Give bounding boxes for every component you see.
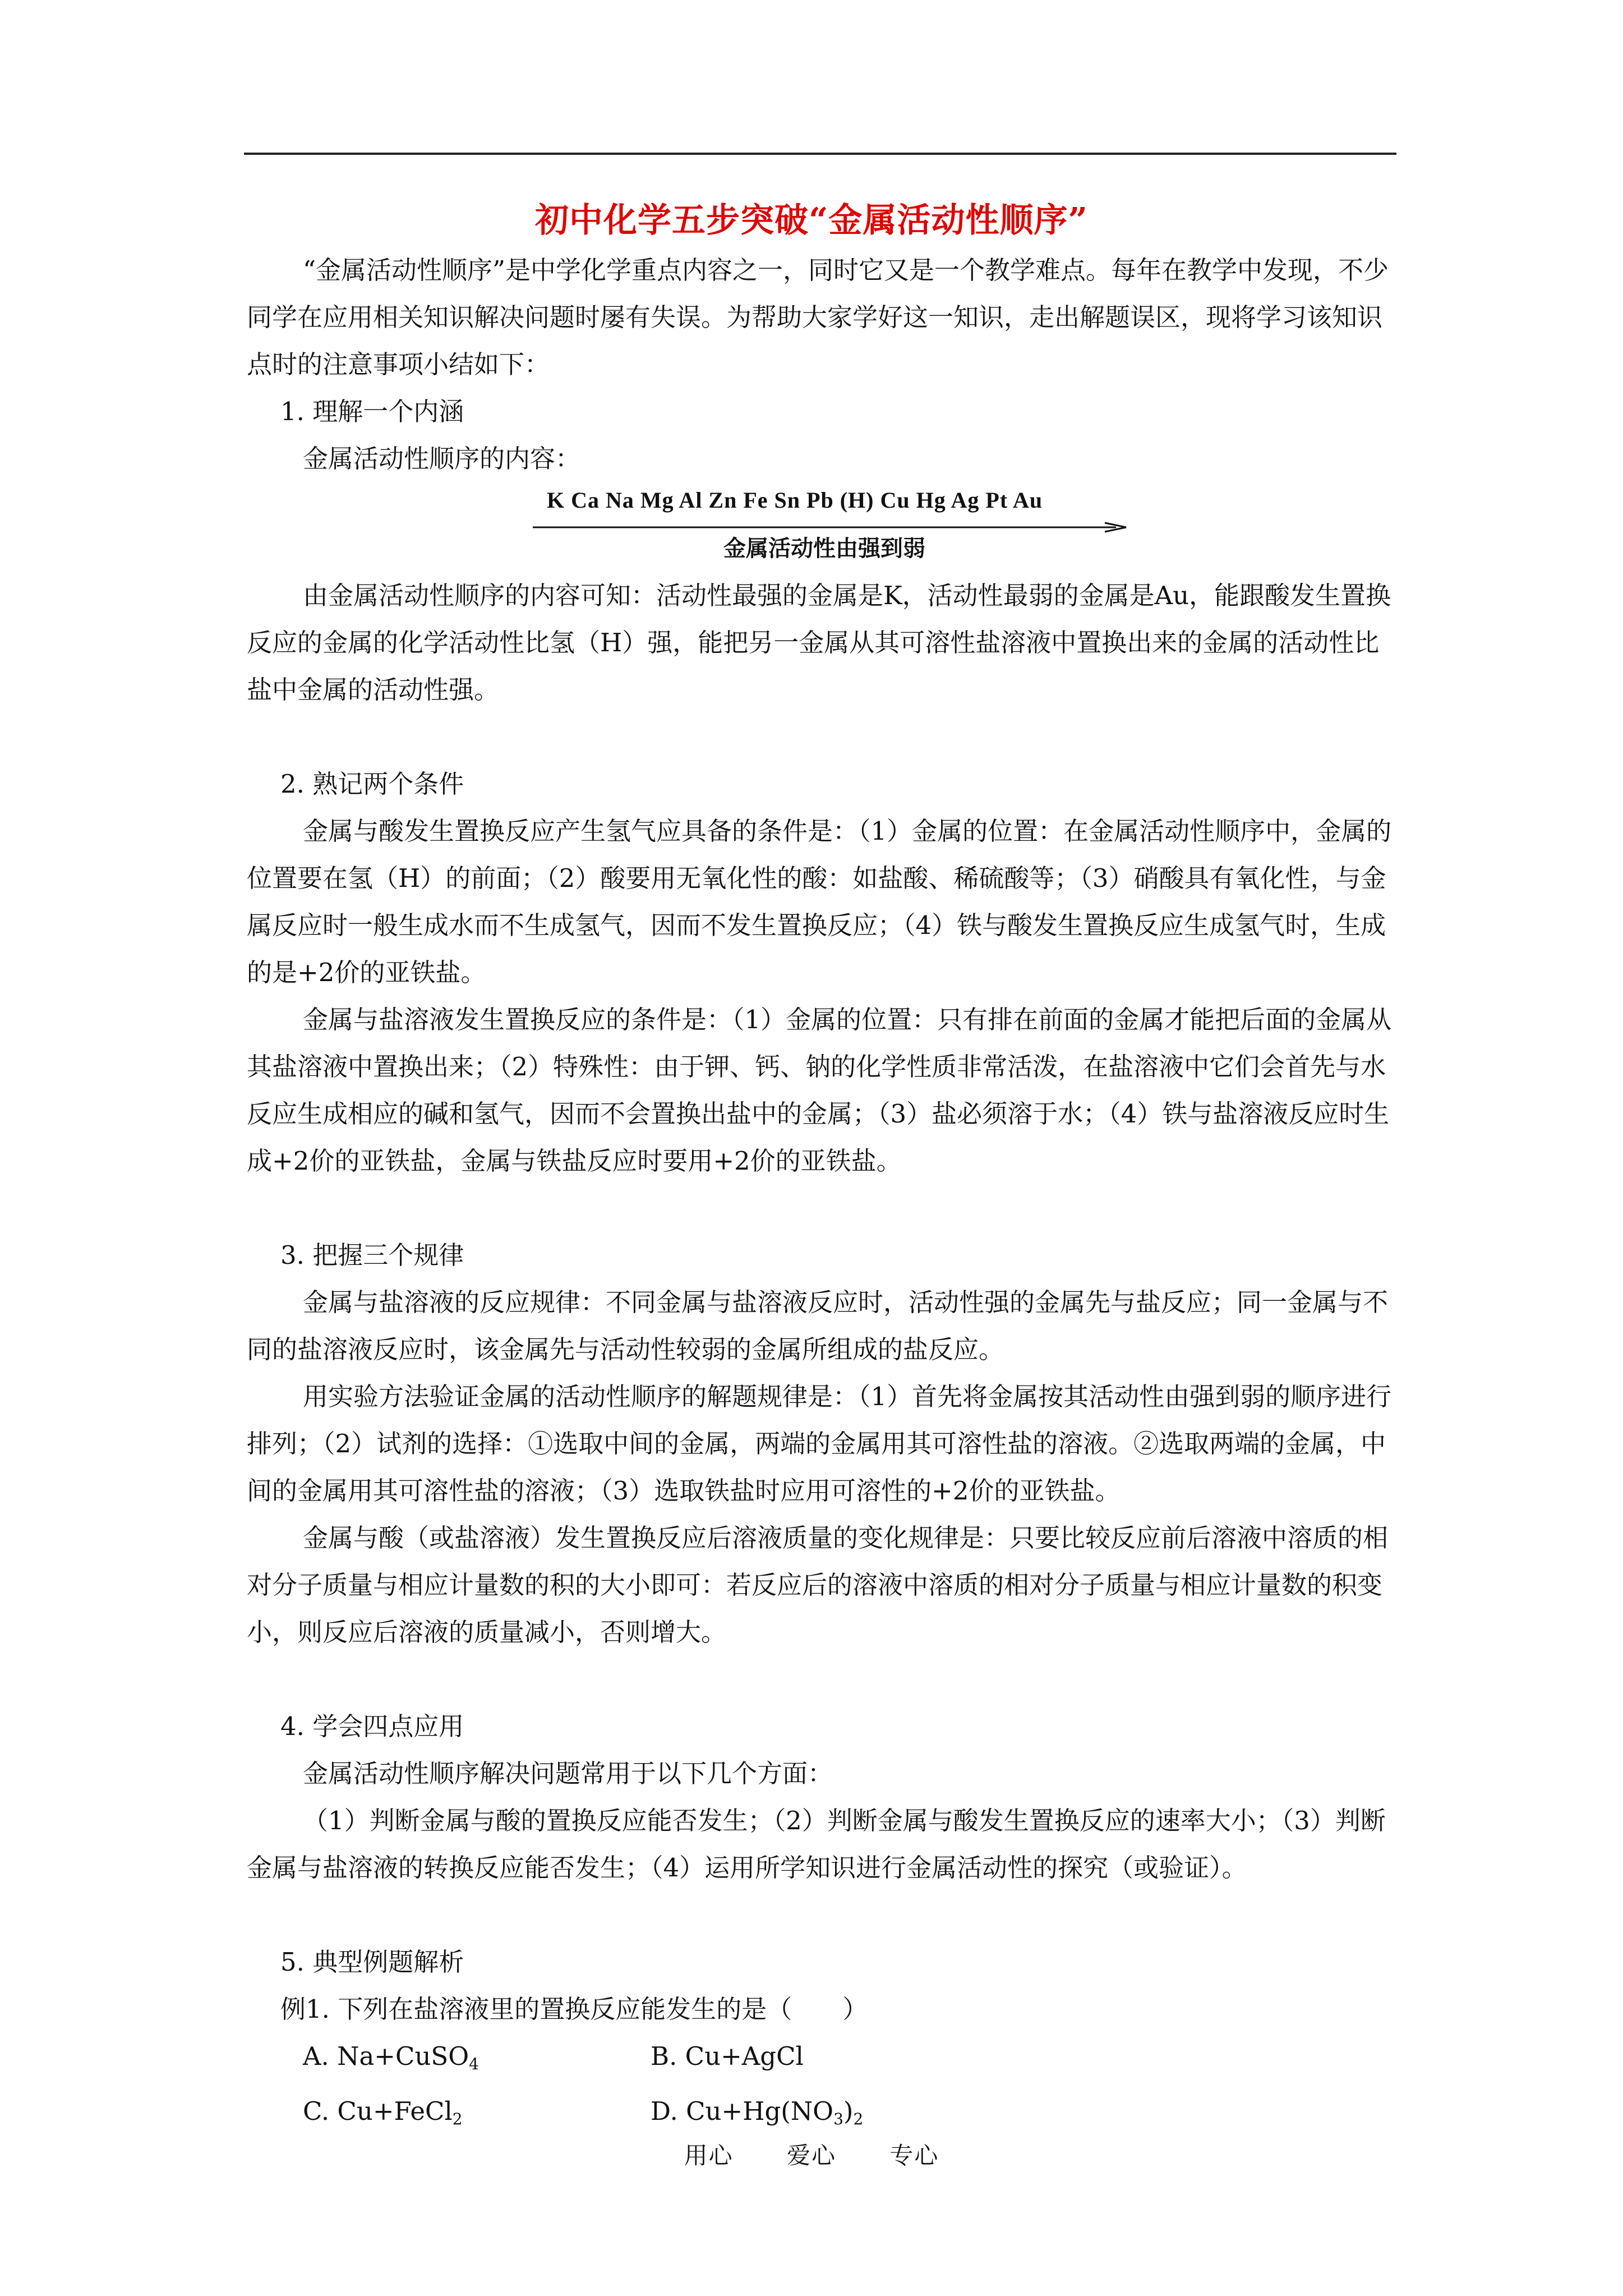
header-rule (244, 153, 1396, 155)
section-4-heading: 4. 学会四点应用 (280, 1711, 464, 1741)
footer-word-1: 用心 (684, 2142, 734, 2169)
activity-series-figure (247, 482, 1402, 572)
section-5-heading: 5. 典型例题解析 (280, 1947, 464, 1977)
section-2-paragraph-1: 金属与酸发生置换反应产生氢气应具备的条件是：（1）金属的位置：在金属活动性顺序中，金属的位置要在氢（H）的前面；（2）酸要用无氧化性的酸：如盐酸、稀硫酸等；（3）硝酸具有氧化性，与金属反应时一般生成水而不生成氢气，因而不发生置换反应；（4）铁与酸发生置换反应生成氢气时，生成的是+2价的亚铁盐。 (247, 816, 1392, 987)
footer-word-3: 专心 (889, 2142, 939, 2169)
section-1-heading: 1. 理解一个内涵 (280, 397, 464, 426)
section-1-lead: 金属活动性顺序的内容： (303, 444, 581, 473)
activity-series-caption: 金属活动性由强到弱 (723, 535, 925, 562)
choice-a: A. Na+CuSO$_4$ (303, 2041, 479, 2073)
choice-c: C. Cu+FeCl$_2$ (303, 2096, 463, 2128)
section-1-body: 由金属活动性顺序的内容可知：活动性最强的金属是K，活动性最弱的金属是Au，能跟酸发生置换反应的金属的化学活动性比氢（H）强，能把另一金属从其可溶性盐溶液中置换出来的金属的活动性比盐中金属的活动性强。 (247, 581, 1391, 705)
section-4-lead: 金属活动性顺序解决问题常用于以下几个方面： (303, 1759, 833, 1788)
section-3-paragraph-1: 金属与盐溶液的反应规律：不同金属与盐溶液反应时，活动性强的金属先与盐反应；同一金属与不同的盐溶液反应时，该金属先与活动性较弱的金属所组成的盐反应。 (247, 1287, 1389, 1364)
page-footer (0, 2137, 1623, 2171)
choice-d: D. $Cu+Hg(NO_3)_2$ (651, 2096, 864, 2128)
section-2-paragraph-2: 金属与盐溶液发生置换反应的条件是：（1）金属的位置：只有排在前面的金属才能把后面的金属从其盐溶液中置换出来；（2）特殊性：由于钾、钙、钠的化学性质非常活泼，在盐溶液中它们会首先与水反应生成相应的碱和氢气，因而不会置换出盐中的金属；（3）盐必须溶于水；（4）铁与盐溶液反应时生成+2价的亚铁盐，金属与铁盐反应时要用+2价的亚铁盐。 (247, 1005, 1392, 1176)
section-2-heading: 2. 熟记两个条件 (280, 769, 464, 799)
intro-paragraph: “金属活动性顺序”是中学化学重点内容之一，同时它又是一个教学难点。每年在教学中发现，不少同学在应用相关知识解决问题时屡有失误。为帮助大家学好这一知识，走出解题误区，现将学习该知识点时的注意事项小结如下： (247, 255, 1389, 379)
section-3-paragraph-3: 金属与酸（或盐溶液）发生置换反应后溶液质量的变化规律是：只要比较反应前后溶液中溶质的相对分子质量与相应计量数的积的大小即可：若反应后的溶液中溶质的相对分子质量与相应计量数的积变小，则反应后溶液的质量减小，否则增大。 (247, 1523, 1389, 1647)
footer-word-2: 爱心 (786, 2142, 836, 2169)
choice-b: B. Cu+AgCl (651, 2041, 804, 2071)
section-4-body: （1）判断金属与酸的置换反应能否发生；（2）判断金属与酸发生置换反应的速率大小；（3）判断金属与盐溶液的转换反应能否发生；（4）运用所学知识进行金属活动性的探究（或验证）。 (247, 1806, 1386, 1883)
section-3-heading: 3. 把握三个规律 (280, 1240, 464, 1270)
section-3-paragraph-2: 用实验方法验证金属的活动性顺序的解题规律是：（1）首先将金属按其活动性由强到弱的顺序进行排列；（2）试剂的选择：①选取中间的金属，两端的金属用其可溶性盐的溶液。②选取两端的金属，中间的金属用其可溶性盐的溶液；（3）选取铁盐时应用可溶性的+2价的亚铁盐。 (247, 1382, 1392, 1506)
example-question: 例1. 下列在盐溶液里的置换反应能发生的是（ ） (280, 1994, 868, 2024)
page-title: 初中化学五步突破“金属活动性顺序” (534, 201, 1089, 240)
answer-choices (247, 2033, 1402, 2143)
document-body (247, 247, 1402, 2143)
activity-series: K Ca Na Mg Al Zn Fe Sn Pb (H) Cu Hg Ag Pt Au (547, 487, 1043, 513)
